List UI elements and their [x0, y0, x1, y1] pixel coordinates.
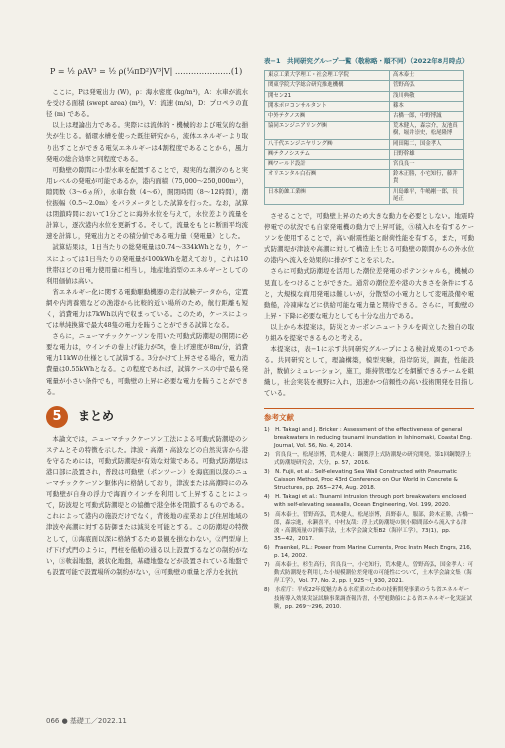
body-paragraph: させることで，可動壁上昇のため大きな動力を必要としない。地震時停電での状況でも自家発電機の動力で上昇可能，⑤積入れを有するケーソンを使用することで，高い耐震性能と耐荷性能を有する，また，可動式防潮堤が津波や高潮に対して構造上生じる可動壁の隙間からの外水位の港内へ流入を効果的に排がすことを示した。	[264, 211, 474, 265]
body-paragraph: 本提案は，表−1に示す共同研究グループによる検討成果の1つである。共同研究として，理論構築，模型実験，沿岸防災，調査，性能設計，数値シミュレーション，施工，維持管理などを網羅できるチームを組織し，社会実装を視野に入れ，迅速かつ信頼性の高い技術開発を目指している。	[264, 345, 474, 398]
organization-cell: オリエンタル白石㈱	[265, 170, 390, 187]
members-cell: 荒木健人，森宗介，友池真樹，堀井崇史，松尾隆博	[390, 122, 464, 139]
section-title: まとめ	[78, 409, 115, 424]
members-cell: 古橋一郎，中野博誠	[390, 111, 464, 121]
summary-paragraph: 本論文では，ニューマチックケーソン工法による可動式防潮堤のシステムとその特徴を示した。津波・高潮・高波などの自然災害から港を守るためには，可動式防潮堤が有効な対策である。可動式防潮堤は港口部に設置され，普段は可動壁（ポンツーン）を海底面以深のニューマチックケーソン躯体内に格納しており，津波または高潮時にのみ可動壁が自身の浮力で海面ウインチを利用して上昇することによって，防波堤と可動式防潮堤との協働で港全体を閉鎖するものである。これによって港内の施設だけでなく，背後地の産業および住居地域の津波や高潮に対する防御または減災を可能とする。この防潮堤の特徴として，①海底面以深に格納するため景観を損なわない，②門型扉上げ下げ式門のように，門柱を船舶の通る以上設置するなどの制約がない，③軟弱地盤，液状化地盤，基礎地盤などが設置されている地盤でも設置可能で設置場所の制約がない，④可動壁の重量と浮力を抗抗	[46, 434, 248, 576]
right-column	[264, 56, 474, 612]
reference-item: 3) N. Fujii, et al.: Self-elevating Sea Wall Constructed with Pneumatic Caisson Method, Proc 43rd Conference on Our World in Concrete & Structures, pp. 265−274, Aug. 2018.	[264, 469, 458, 492]
organization-cell: 八千代エンジニヤリング㈱	[265, 139, 390, 149]
reference-item: 1) H. Takagi and J. Bricker : Assessment of the effectiveness of general breakwaters in reducing tsunami inundation in Ishinomaki, Coastal Eng. Journal, Vol. 56, No. 4, 2014.	[264, 426, 473, 449]
body-paragraph: さらに，ニューマチックケーソンを用いた可動式防潮堤の開閉に必要な電力は，ウインチの巻上げ能力が5t，巻上げ速度が8m/分，消費電力11kWの仕様として試算する。3分かけて上昇させる場合，電力消費量は0.55kWhとなる。この程度であれば，試算ケースの中で最も発電量が小さい条件でも，可動壁の上昇に必要な電力を賄うことができる。	[46, 332, 248, 396]
table-caption: 表−1 共同研究グループ一覧（敬称略・順不同）（2022年8月時点）	[264, 57, 469, 65]
organization-cell: 協同エンジニアリング㈱	[265, 122, 390, 139]
research-group-table	[264, 70, 464, 205]
body-paragraph: 省エネルギー化に関する電動駆動機器の走行試験データから，定置網や内湾養殖などの漁港から比較的近い場所のため，航行距離も短く，消費電力は7kWh以内で収まっている。このため，ケースによっては単純換算で最大48隻の電力を賄うことができる試算となる。	[46, 287, 248, 330]
table-row	[265, 159, 464, 169]
organization-cell: 開本ポロコンサルタント	[265, 101, 390, 111]
body-paragraph: 以上から本提案は，防災とカーボンニュートラルを両立した独自の取り組みを提案できるものと考える。	[264, 322, 474, 342]
members-cell: 菅野高弘	[390, 81, 464, 91]
references-title: 参考文献	[264, 412, 294, 422]
left-column	[46, 56, 248, 578]
table-row	[265, 170, 464, 187]
reference-item: 6) Fraenkel, P.L.: Power from Marine Currents, Proc Instn Mech Engrs, 216, p. 14, 2002.	[264, 544, 472, 560]
organization-cell: ㈱テクノシステム	[265, 149, 390, 159]
members-cell: 川島雄平，牛嶋剛一郎，長尾正	[390, 187, 464, 204]
members-cell: 岡田陽二，国金孝人	[390, 139, 464, 149]
body-paragraph: 試算結果は，1日当たりの総発電量は0.74〜334kWhとなり，ケースによっては1日当たりの発電量が100kWhを超えており，これは10世帯ほどの日電力使用量に相当し，地産地消型のエネルギーとしての利用価値は高い。	[46, 243, 248, 285]
members-cell: 高木泰士	[390, 71, 464, 81]
section-heading	[46, 406, 248, 428]
table-row	[265, 71, 464, 81]
table-row	[265, 91, 464, 101]
section-number-badge: 5	[46, 406, 68, 428]
page-footer: 066 ● 基礎工／2022.11	[46, 717, 127, 725]
members-cell: 宮良良一	[390, 159, 464, 169]
table-row	[265, 101, 464, 111]
organization-cell: 日本防蝕工業㈱	[265, 187, 390, 204]
power-formula: P = ½ ρAV³ = ½ ρ(¼πD²)V³|V| …………………(1)	[50, 67, 243, 76]
table-row	[265, 139, 464, 149]
reference-item: 8) 水産庁：平成22年度魅力ある水産業のための技術開発事業のうち省エネルギー技術導入効果実証試験事業調査報告書，小型電動船による省エネルギー化実証試験，pp. 269〜296, 2010.	[264, 587, 473, 610]
body-paragraph: ここに，Pは発電出力 (W)，ρ：海水密度 (kg/m³)，A：水車が流水を受ける面積 (swept area) (m²)，V：流速 (m/s)，D：プロペラの直径 (m) である。	[46, 88, 248, 119]
reference-item: 7) 高木泰士，杉生高行，宮良良一，小宅知行，荒木健人，曽野高弘，国金孝人：可動式防潮堤を利用した小規模潮位差発電の可能性について，土木学会論文集（海岸工学），Vol. 77, No. 2, pp. I_925〜I_930, 2021.	[264, 562, 474, 585]
members-cell: 浅川典敬	[390, 91, 464, 101]
table-row	[265, 149, 464, 159]
table-row	[265, 122, 464, 139]
reference-item: 4) H. Takagi et al.: Tsunami intrusion through port breakwaters enclosed with self-elevating seawalls, Ocean Engineering, Vol. 199, 2020.	[264, 494, 467, 509]
members-cell: 鈴木正勝，小宅知行，藤井貴	[390, 170, 464, 187]
members-cell: 篠本	[390, 101, 464, 111]
organization-cell: 開セン21	[265, 91, 390, 101]
organization-cell: 関東学院大学総合研究推進機構	[265, 81, 390, 91]
references-list	[264, 426, 474, 611]
table-row	[265, 111, 464, 121]
body-paragraph: さらに可動式防潮堤を活用した潮位差発電のポテンシャルも，機械の見直しをつけることができた。通常の潮位差や港の大きさを条件にすると，大規模な商用発電は難しいが，分散型の小電力として変電設備や電動船，冷凍庫などに供給可能な電力量と期待できる。さらに，可動壁の上昇・下降に必要な電力としても十分な出力である。	[264, 267, 474, 320]
table-row	[265, 81, 464, 91]
members-cell: 日野幹雄	[390, 149, 464, 159]
table-row	[265, 187, 464, 204]
body-paragraph: 可動壁の隙間に小型水車を配置することで，現実的な潮汐のもと実用レベルの発電が可能であるか，港内面積（75,000〜250,000m²），隙間数（3〜6ヵ所），水車台数（4〜6），開閉時間（8〜12時間），潮位振幅（0.5〜2.0m）をパラメータとした試算を行った。なお，試算は閉鎖時間において1分ごとに海外水位を与えて，水位差より流量を計算し，逐次港内水位を更新する。そして，流量をもとに断面平均流速を計算し，発電出力とその積分値である電力量（発電量）とした。	[46, 165, 248, 241]
body-paragraph: 以上は理論出力である。実際には流体的・機械的および電気的な損失が生じる。循環水槽を使った既往研究から，流体エネルギーより取り出すことができる電気エネルギーは4割程度であることから，風力発電の総合効率と同程度である。	[46, 121, 248, 163]
organization-cell: ㈱ワールド設計	[265, 159, 390, 169]
organization-cell: 東京工業大学理工・社会理工学院	[265, 71, 390, 81]
organization-cell: 中外テクノス㈱	[265, 111, 390, 121]
reference-item: 5) 高木泰士，菅野高弘，荒木健人，松尾崇博，真野泰人，服部，鈴木正勝，古橋一郎，森宗進，永瀬喜平，中村友哉：浮上式防潮堤の狭小隙間部から流入する津波・高潮流量の評価手法，土木学会論文集B2（海岸工学），73(1)，pp. 35−42，2017.	[264, 511, 474, 542]
references-box	[264, 408, 474, 611]
reference-item: 2) 宮良良一，松尾崇博，荒木健人：鋼製浮上式防潮堤の研究開発，第1回鋼製浮上式防潮堤研究会，大分，p. 57，2016.	[264, 451, 472, 466]
